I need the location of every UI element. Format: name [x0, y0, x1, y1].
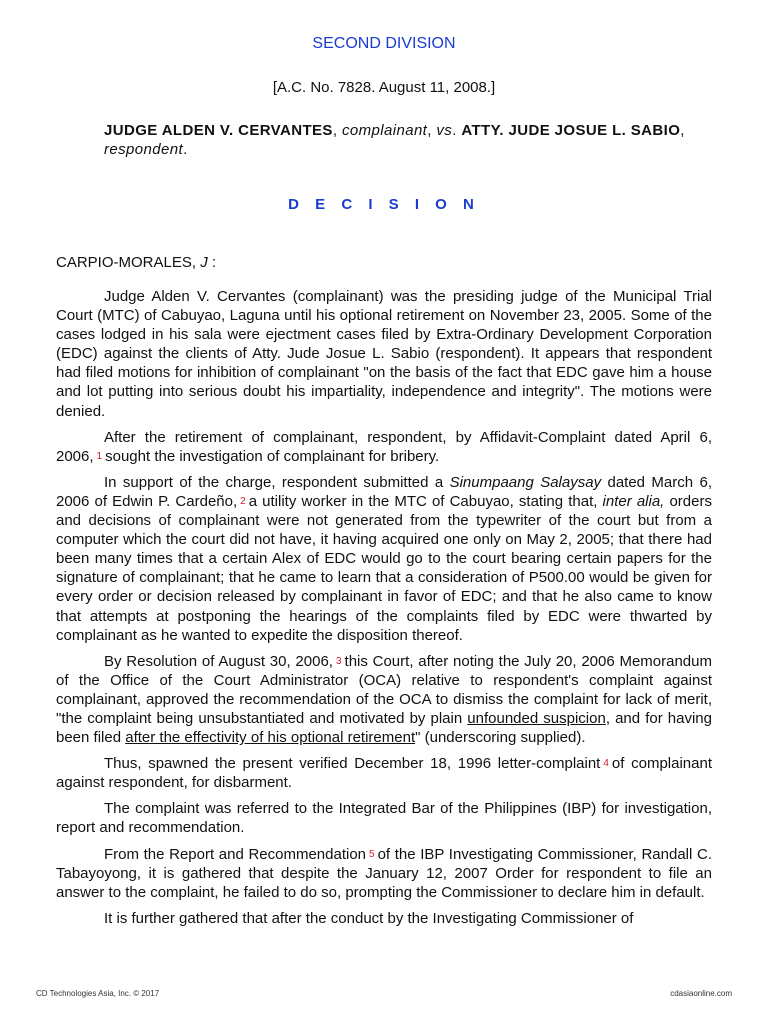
footer-copyright: CD Technologies Asia, Inc. © 2017 — [36, 989, 160, 998]
paragraph: By Resolution of August 30, 2006, 3 this Court, after noting the July 20, 2006 Memorandum of the Office of the Court Administrator (OCA) relative to respondent's complaint against complainant, approved the recommendation of the OCA to dismiss the complaint for lack of merit, "the complaint being unsubstantiated and motivated by plain unfounded suspicion, and for having been filed after the effectivity of his optional retirement" (underscoring supplied). — [56, 652, 712, 747]
versus-label: vs — [436, 122, 453, 139]
complainant-name: JUDGE ALDEN V. CERVANTES — [104, 122, 333, 139]
ponente: CARPIO-MORALES, J : — [56, 254, 217, 271]
footnote-link-5[interactable]: 5 — [369, 848, 375, 860]
paragraph: It is further gathered that after the conduct by the Investigating Commissioner of — [104, 909, 634, 927]
paragraph: Judge Alden V. Cervantes (complainant) was the presiding judge of the Municipal Trial Court (MTC) of Cabuyao, Laguna until his optional retirement on November 23, 2005. Some of the cases lodged in his sala were ejectment cases filed by Extra-Ordinary Development Corporation (EDC) against the clients of Atty. Jude Josue L. Sabio (respondent). It appears that respondent had filed motions for inhibition of complainant "on the basis of the fact that EDC gave him a house and lot putting into serious doubt his impartiality, independence and integrity". The motions were denied. — [56, 288, 712, 420]
paragraph: In support of the charge, respondent submitted a Sinumpaang Salaysay dated March 6, 2006 of Edwin P. Cardeño, 2 a utility worker in the MTC of Cabuyao, stating that, inter alia, orders and decisions of complainant were not generated from the typewriter of the court but from a computer which the court did not have, it having acquired one only on May 2, 2005; that there had been many times that a certain Alex of EDC would go to the court bearing certain papers for the signature of complainant; that he came to learn that a consideration of P500.00 would be given for every order or decision released by complainant in favor of EDC; and that he also came to know that attempts at postponing the hearings of the complaints filed by EDC were thwarted by complainant as he wanted to expedite the disposition thereof. — [56, 473, 713, 644]
footnote-link-4[interactable]: 4 — [603, 758, 609, 770]
footnote-link-2[interactable]: 2 — [240, 495, 246, 507]
paragraph: The complaint was referred to the Integrated Bar of the Philippines (IBP) for investigation, report and recommendation. — [56, 800, 712, 837]
complainant-role: complainant — [341, 122, 428, 139]
decision-body — [56, 287, 712, 935]
paragraph: After the retirement of complainant, respondent, by Affidavit-Complaint dated April 6, 2006, 1 sought the investigation of complainant for bribery. — [56, 428, 712, 465]
ponente-name: CARPIO-MORALES, — [56, 254, 197, 271]
decision-heading: D E C I S I O N — [288, 196, 480, 213]
footnote-link-1[interactable]: 1 — [96, 450, 103, 462]
case-parties: JUDGE ALDEN V. CERVANTES, complainant, vs. ATTY. JUDE JOSUE L. SABIO, respondent. — [104, 122, 685, 158]
respondent-role: respondent — [104, 141, 184, 158]
respondent-name: ATTY. JUDE JOSUE L. SABIO — [461, 122, 681, 139]
case-citation: [A.C. No. 7828. August 11, 2008.] — [272, 79, 496, 96]
ponente-suffix: J — [200, 254, 208, 271]
footnote-link-3[interactable]: 3 — [335, 655, 342, 667]
division-heading: SECOND DIVISION — [312, 35, 456, 52]
paragraph: Thus, spawned the present verified December 18, 1996 letter-complaint 4 of complainant against respondent, for disbarment. — [56, 755, 712, 792]
footer-site: cdasiaonline.com — [670, 989, 732, 998]
paragraph: From the Report and Recommendation 5 of the IBP Investigating Commissioner, Randall C. Tabayoyong, it is gathered that despite the January 12, 2007 Order for respondent to file an answer to the complaint, he failed to do so, prompting the Commissioner to declare him in default. — [56, 845, 712, 901]
